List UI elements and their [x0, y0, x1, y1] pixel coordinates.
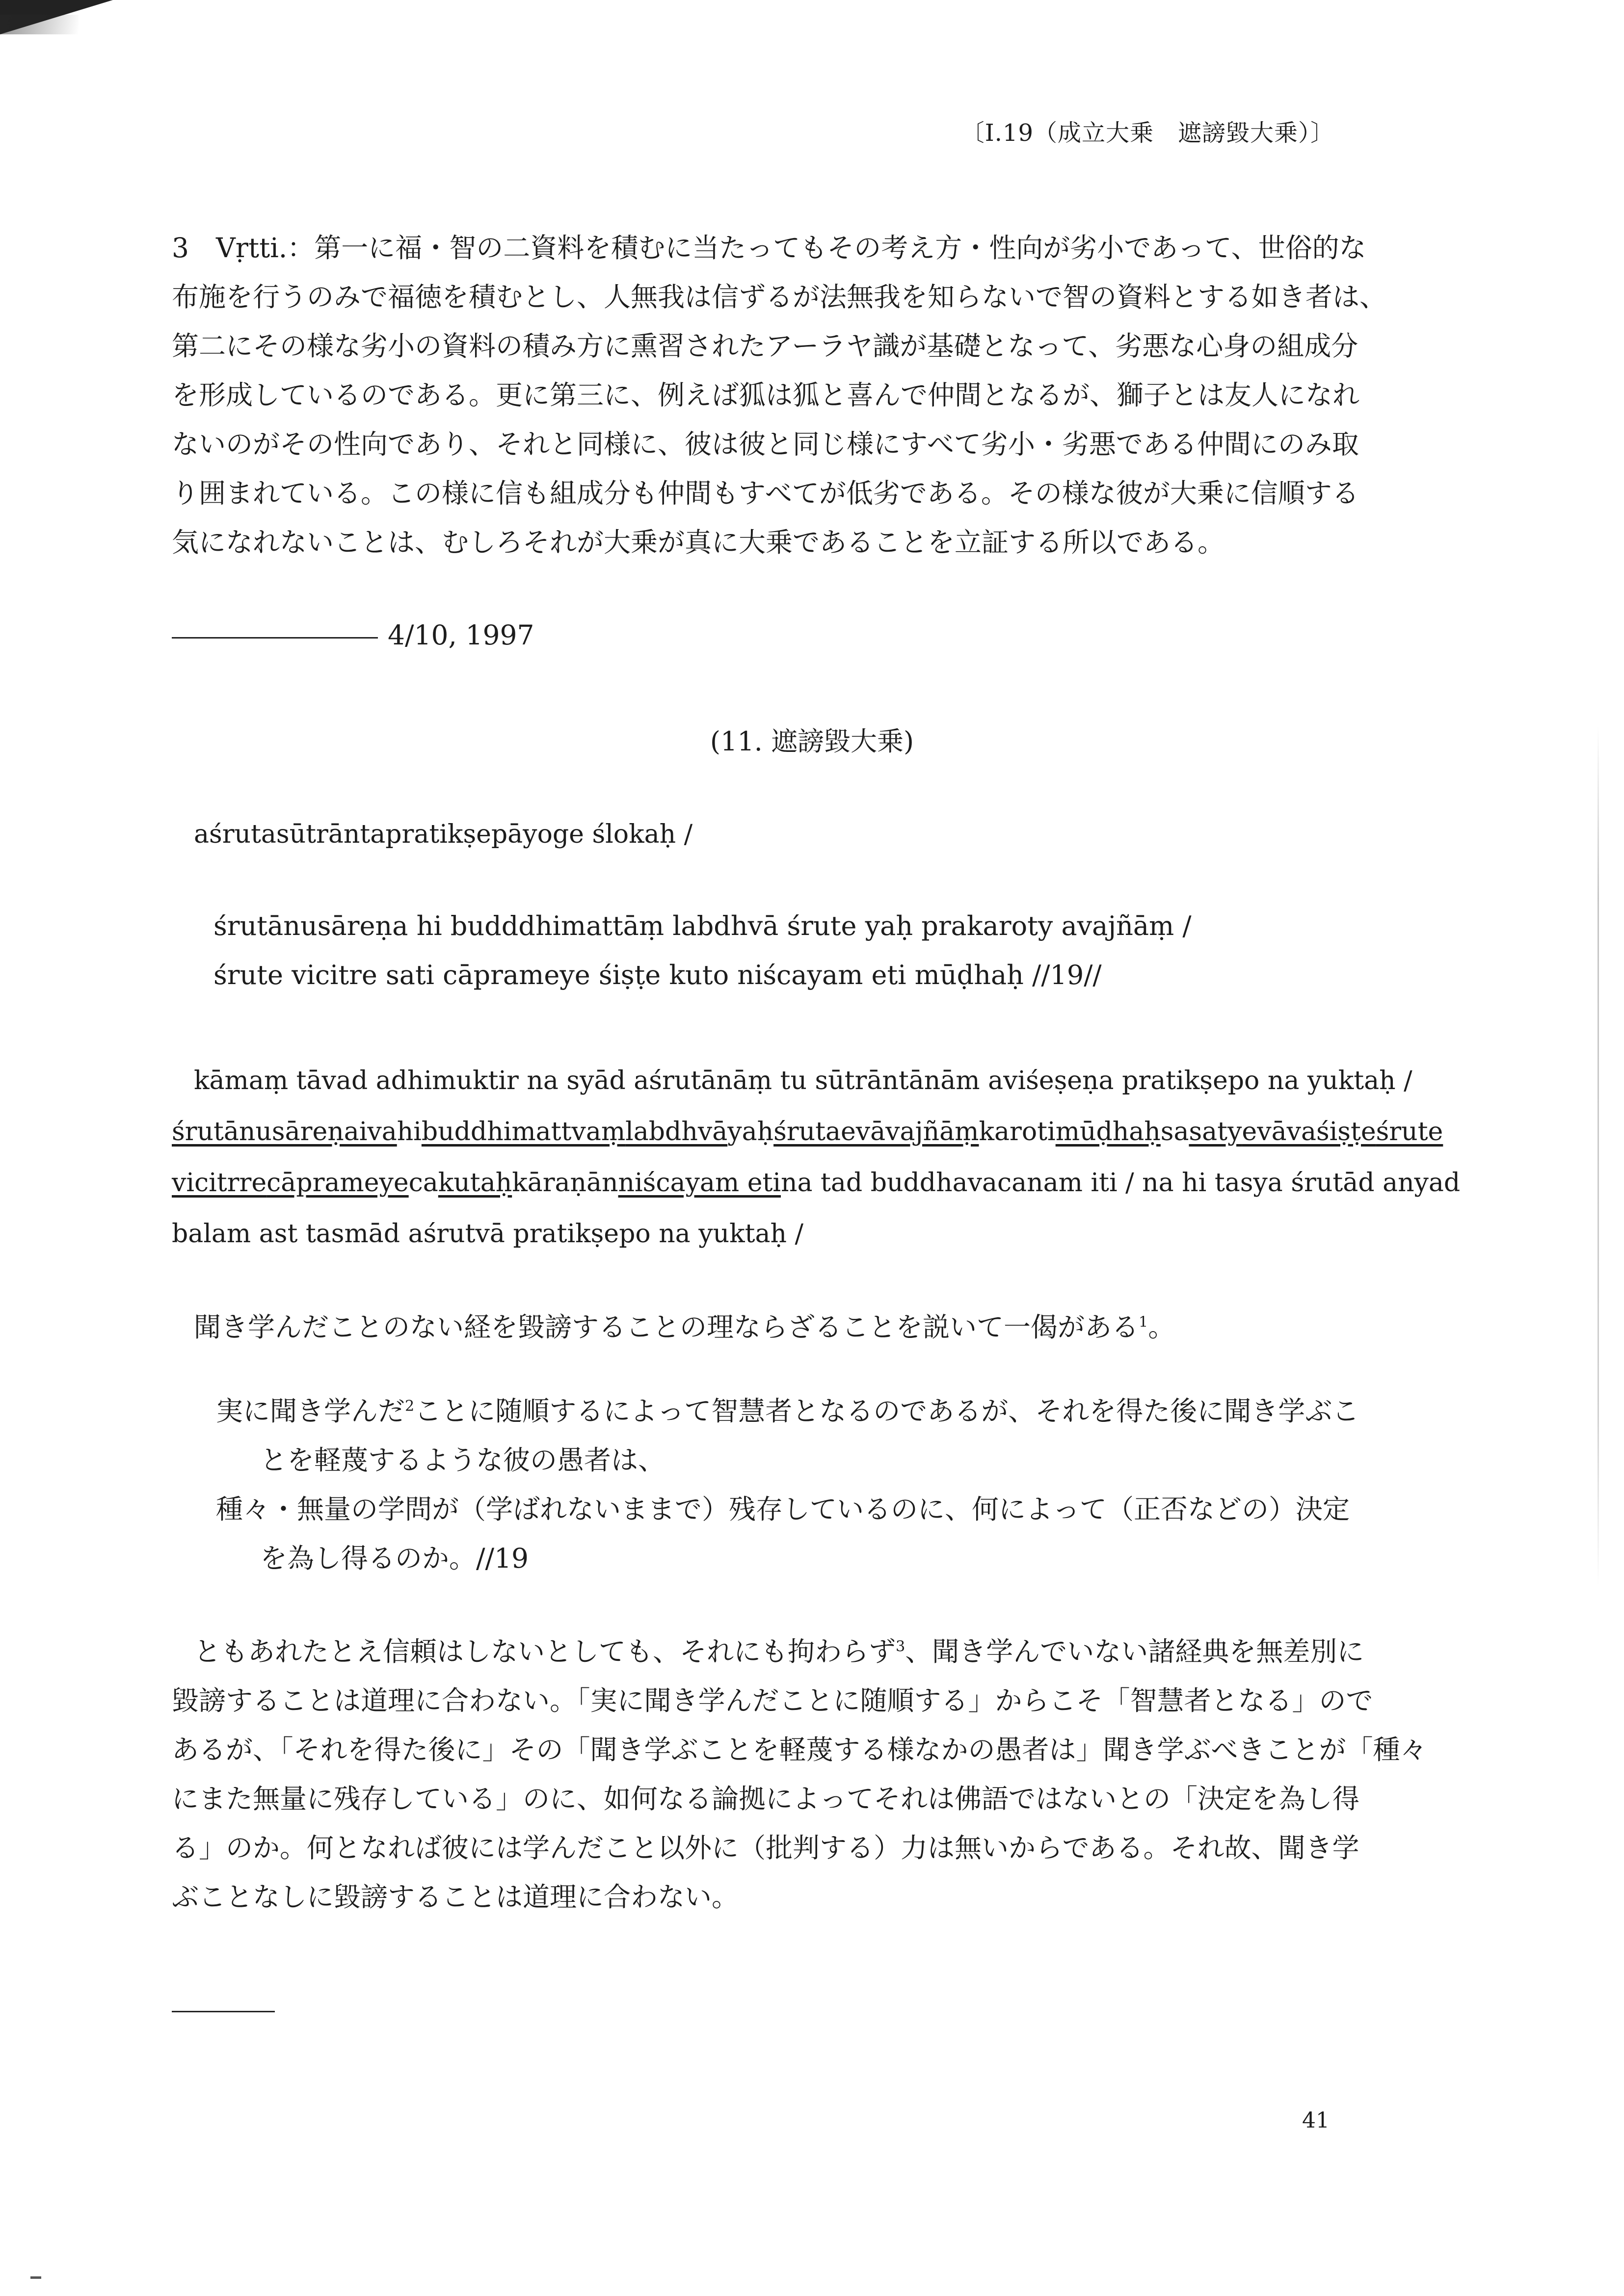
commentary-line: balam ast tasmād aśrutvā pratikṣepo na yuktaḥ / — [172, 1219, 804, 1249]
translation-text: 実に聞き学んだ — [216, 1395, 405, 1427]
explanation-paragraph — [172, 1627, 1427, 1922]
scan-corner-shadow — [0, 15, 79, 34]
underlined-word: vicitrre — [172, 1168, 267, 1198]
date-line — [172, 619, 534, 651]
underlined-word: labdhvā — [625, 1117, 728, 1147]
translation-line — [216, 1387, 1359, 1436]
text-line: ないのがその性向であり、それと同様に、彼は彼と同じ様にすべて劣小・劣悪である仲間にのみ取 — [172, 428, 1359, 460]
section-title: (11. 遮謗毀大乗) — [710, 726, 914, 757]
underlined-word: evāvajñāṃ — [841, 1117, 979, 1147]
underlined-word: śrute — [1376, 1117, 1443, 1147]
verse-line-2: śrute vicitre sati cāprameye śiṣṭe kuto niścayam eti mūḍhaḥ //19// — [213, 960, 1102, 990]
intro-end: 。 — [1148, 1311, 1175, 1343]
intro-text: 聞き学んだことのない経を毀謗することの理ならざることを説いて一偈がある — [194, 1311, 1139, 1343]
word: kāraṇān — [512, 1168, 618, 1198]
underlined-word: cāprameye — [266, 1168, 409, 1198]
word: karoti — [979, 1117, 1056, 1147]
scan-speck — [30, 2276, 41, 2279]
footnote-rule — [172, 2011, 275, 2012]
sanskrit-heading: aśrutasūtrāntapratikṣepāyoge ślokaḥ / — [194, 820, 693, 849]
verse-translation — [216, 1387, 1359, 1583]
footnote-ref: 3 — [896, 1638, 905, 1655]
explanation-text: ともあれたとえ信頼はしないとしても、それにも拘わらず — [194, 1636, 896, 1667]
text-line: あるが、「それを得た後に」その「聞き学ぶことを軽蔑する様なかの愚者は」聞き学ぶべきことが「種々 — [172, 1734, 1427, 1765]
sanskrit-commentary — [172, 1055, 1461, 1259]
underlined-word: saty — [1189, 1117, 1242, 1147]
underlined-word: śrutānusāreṇaiva — [172, 1117, 397, 1147]
footnote-3-vrtti — [172, 223, 1387, 567]
dash-rule — [172, 637, 378, 639]
translation-line: 種々・無量の学問が（学ばれないままで）残存しているのに、何によって（正否などの）決定 — [216, 1494, 1350, 1525]
commentary-line: kāmaṃ tāvad adhimuktir na syād aśrutānāṃ tu sūtrāntānām aviśeṣeṇa pratikṣepo na yuktaḥ / — [194, 1066, 1412, 1095]
translation-line: を為し得るのか。//19 — [260, 1543, 529, 1574]
underlined-word: kutaḥ — [438, 1168, 512, 1198]
text-line: 気になれないことは、むしろそれが大乗が真に大乗であることを立証する所以である。 — [172, 527, 1225, 558]
text-line: り囲まれている。この様に信も組成分も仲間もすべてが低劣である。その様な彼が大乗に信順する — [172, 478, 1359, 509]
text-line: を形成しているのである。更に第三に、例えば狐は狐と喜んで仲間となるが、獅子とは友人になれ — [172, 379, 1360, 411]
word: yaḥ — [727, 1117, 774, 1147]
text-line: にまた無量に残存している」のに、如何なる論拠によってそれは佛語ではないとの「決定を為し得 — [172, 1783, 1360, 1815]
word: ca — [408, 1168, 438, 1198]
footnote-ref: 2 — [405, 1397, 415, 1415]
text-line: る」のか。何となれば彼には学んだこと以外に（批判する）力は無いからである。それ故、聞き学 — [172, 1832, 1359, 1864]
word-group: na tad buddhavacanam iti / na hi tasya śrutād anyad — [781, 1168, 1461, 1198]
translation-text: ことに随順するによって智慧者となるのであるが、それを得た後に聞き学ぶこ — [414, 1395, 1359, 1427]
text-line — [172, 1627, 1364, 1676]
explanation-text: 、聞き学んでいない諸経典を無差別に — [905, 1636, 1364, 1667]
underlined-word: niścayam eti — [618, 1168, 781, 1198]
text-line: 第二にその様な劣小の資料の積み方に熏習されたアーラヤ識が基礎となって、劣悪な心身の組成分 — [172, 330, 1358, 362]
underlined-word: mūḍhaḥ — [1055, 1117, 1161, 1147]
scan-edge-line — [1597, 726, 1599, 1585]
text-line: 3 Vṛtti.：第一に福・智の二資料を積むに当たってもその考え方・性向が劣小であって、世俗的な — [172, 232, 1366, 264]
text-line: 毀謗することは道理に合わない。「実に聞き学んだことに随順する」からこそ「智慧者となる」ので — [172, 1685, 1373, 1716]
commentary-line — [172, 1106, 1443, 1157]
translation-intro — [194, 1306, 1175, 1344]
date: 4/10, 1997 — [388, 619, 534, 651]
commentary-line — [172, 1157, 1461, 1208]
footnote-ref: 1 — [1139, 1313, 1148, 1331]
translation-line: とを軽蔑するような彼の愚者は、 — [260, 1444, 666, 1476]
underlined-word: buddhimattvaṃ — [421, 1117, 626, 1147]
text-line: 布施を行うのみで福徳を積むとし、人無我は信ずるが法無我を知らないで智の資料とする如き者は、 — [172, 281, 1387, 313]
text-line: ぶことなしに毀謗することは道理に合わない。 — [172, 1881, 739, 1913]
word: hi — [397, 1117, 422, 1147]
verse-line-1: śrutānusāreṇa hi budddhimattāṃ labdhvā śrute yaḥ prakaroty avajñāṃ / — [213, 910, 1192, 941]
word: sa — [1160, 1117, 1189, 1147]
underlined-word: śruta — [773, 1117, 841, 1147]
page-number: 41 — [1302, 2108, 1330, 2133]
underlined-word: evāvaśiṣṭe — [1242, 1117, 1376, 1147]
running-head: 〔I.19（成立大乗 遮謗毀大乗）〕 — [960, 119, 1334, 147]
